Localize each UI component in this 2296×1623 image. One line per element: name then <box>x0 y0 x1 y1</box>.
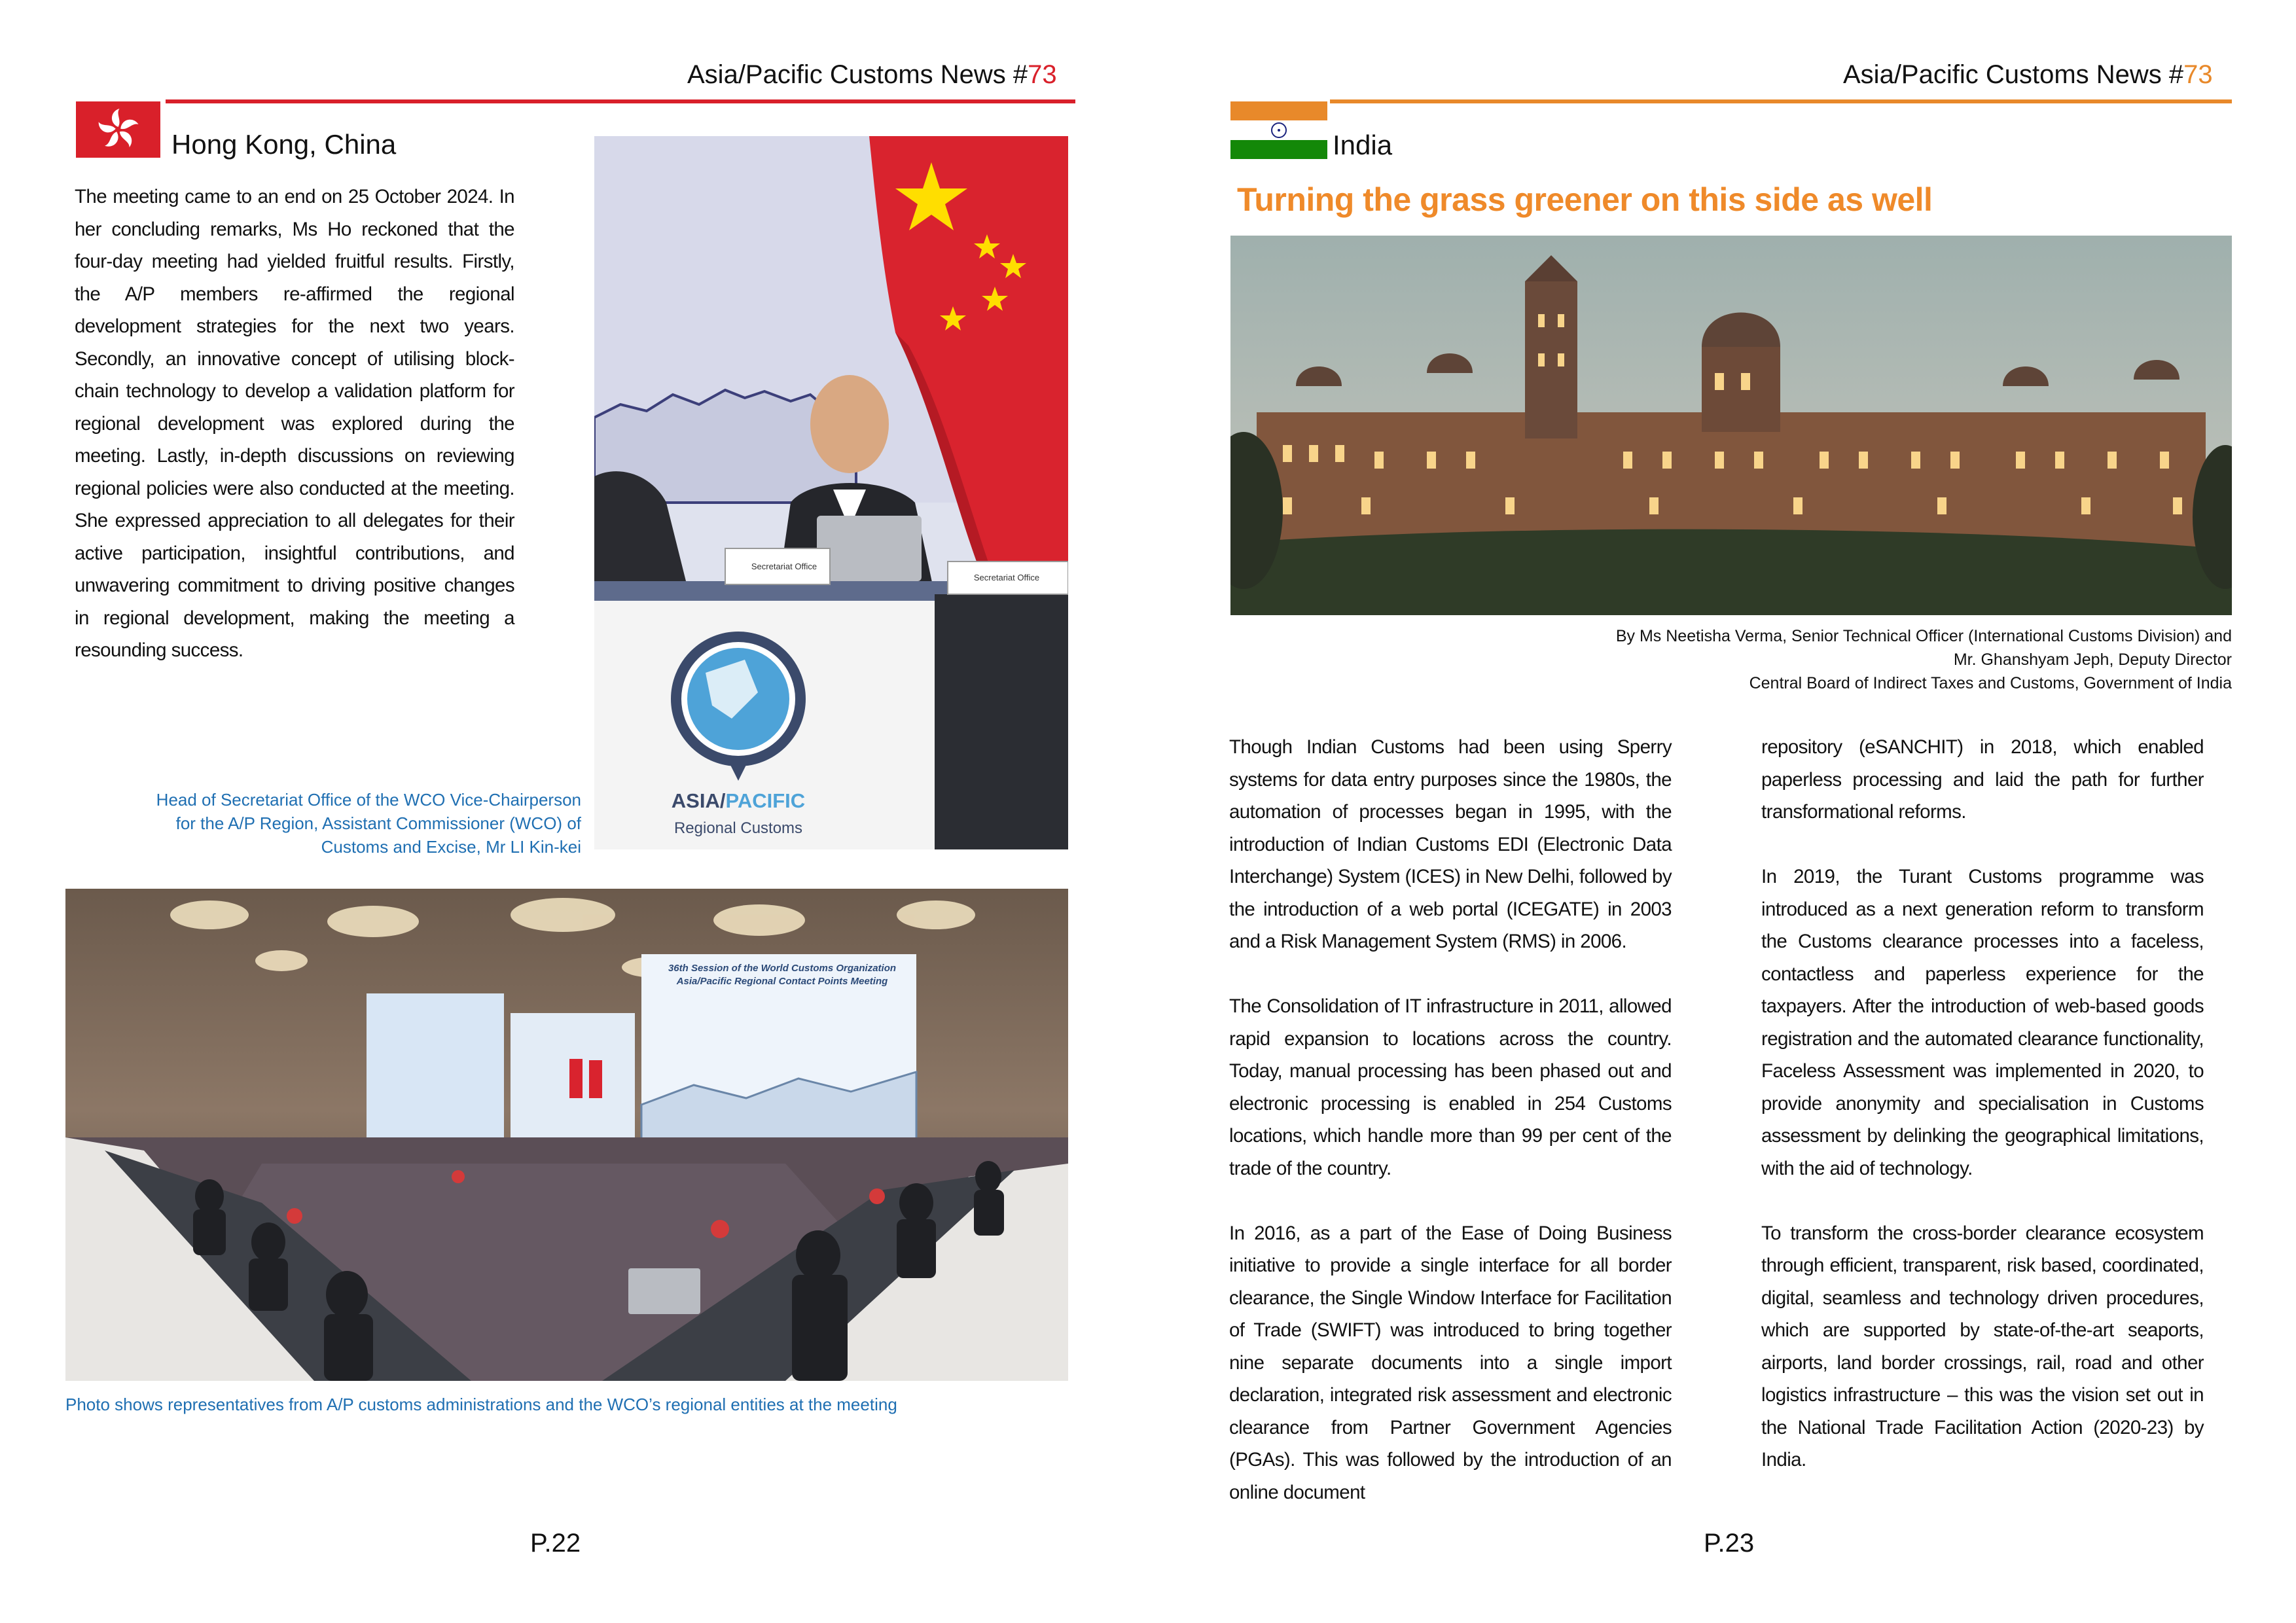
banner-asia: ASIA/ <box>671 789 726 812</box>
caption-line: Head of Secretariat Office of the WCO Vice-Chairperson <box>156 790 581 810</box>
body-paragraph: repository (eSANCHIT) in 2018, which enabled paperless processing and laid the path for further transformational reforms. <box>1761 736 2204 823</box>
body-paragraph: Though Indian Customs had been using Sperry systems for data entry purposes since the 1980s, the automation of processes began in 1995, with the introduction of Indian Customs EDI (Electronic Data Interchange) System (ICES) in New Delhi, followed by the introduction of a web portal (ICEGATE) in 2003 and a Risk Management System (RMS) in 2006. <box>1229 736 1672 952</box>
nameplate-right: Secretariat Office <box>973 573 1040 582</box>
nameplate-left: Secretariat Office <box>751 562 817 571</box>
byline-line: Central Board of Indirect Taxes and Customs, Government of India <box>1749 674 2232 692</box>
caption-line: for the A/P Region, Assistant Commissioner (WCO) of <box>175 813 581 833</box>
body-paragraph: The Consolidation of IT infrastructure in 2011, allowed rapid expansion to locations across the country. Today, manual processing has been phased out and electronic processing is enabled in 254 Customs locations, which handle more than 99 per cent of the trade of the country. <box>1229 995 1672 1179</box>
banner-regional-customs: Regional Customs <box>673 819 803 837</box>
header-rule-red <box>166 99 1075 103</box>
body-paragraph: To transform the cross-border clearance ecosystem through efficient, transparent, risk based, coordinated, digital, seamless and technology driven procedures, which are supported by state-of-the-art seaports, airports, land border crossings, rail, road and other logistics infrastructure – this was the vision set out in the National Trade Facilitation Action (2020-23) by India. <box>1761 1222 2204 1471</box>
india-column-2 <box>1761 731 2204 1476</box>
banner-asia-pacific <box>666 789 810 813</box>
magazine-title-text: Asia/Pacific Customs News # <box>687 60 1028 89</box>
caption-line: Customs and Excise, Mr LI Kin-kei <box>321 837 581 857</box>
article-byline <box>1322 624 2232 695</box>
magazine-title-left <box>687 60 1057 90</box>
photo-palace <box>1230 236 2232 615</box>
magazine-title-right <box>1843 60 2213 90</box>
screen-line: Asia/Pacific Regional Contact Points Meeting <box>676 976 888 987</box>
caption-photo-1 <box>111 788 581 859</box>
hong-kong-body-text <box>75 181 514 667</box>
body-paragraph: In 2016, as a part of the Ease of Doing Business initiative to provide a single interface for all border clearance, the Single Window Interface for Facilitation of Trade (SWIFT) was introduced to bring together nine separate documents into a single import declaration, integrated risk assessment and electronic clearance from Partner Government Agencies (PGAs). This was followed by the introduction of an online document <box>1229 1222 1672 1503</box>
india-flag-icon <box>1230 101 1327 159</box>
issue-number: 73 <box>2183 60 2213 89</box>
magazine-title-text: Asia/Pacific Customs News # <box>1843 60 2184 89</box>
body-paragraph: In 2019, the Turant Customs programme was introduced as a next generation reform to transform the Customs clearance processes into a faceless, contactless and paperless experience for the taxpayers. After the introduction of web-based goods registration and the automated clearance functionality, Faceless Assessment was implemented in 2020, to provide anonymity and specialisation in Customs assessment by delinking the geographical limitations, with the aid of technology. <box>1761 866 2204 1179</box>
india-column-1 <box>1229 731 1672 1508</box>
screen-text <box>655 962 910 988</box>
header-rule-orange <box>1330 99 2232 103</box>
issue-number: 73 <box>1028 60 1057 89</box>
article-headline: Turning the grass greener on this side as well <box>1237 181 1933 218</box>
byline-line: Mr. Ghanshyam Jeph, Deputy Director <box>1953 651 2232 669</box>
page-number-right: P.23 <box>1704 1529 1755 1558</box>
caption-photo-2: Photo shows representatives from A/P customs administrations and the WCO’s regional entities at the meeting <box>65 1395 897 1414</box>
photo-meeting-hall <box>65 889 1068 1381</box>
screen-line: 36th Session of the World Customs Organization <box>668 963 897 974</box>
section-title-hong-kong: Hong Kong, China <box>171 129 397 160</box>
banner-pacific: PACIFIC <box>725 789 806 812</box>
body-paragraph: The meeting came to an end on 25 October 2024. In her concluding remarks, Ms Ho reckoned that the four-day meeting had yielded fruitful results. Firstly, the A/P members re-affirmed the regional development strategies for the next two years. Secondly, an innovative concept of utilising block-chain technology to develop a validation platform for regional development was explored during the meeting. Lastly, in-depth discussions on reviewing regional policies were also conducted at the meeting. She expressed appreciation to all delegates for their active participation, insightful contributions, and unwavering commitment to driving positive changes in regional development, making the meeting a resounding success. <box>75 186 514 661</box>
byline-line: By Ms Neetisha Verma, Senior Technical Officer (International Customs Division) and <box>1615 627 2232 645</box>
page-number-left: P.22 <box>530 1529 581 1558</box>
section-title-india: India <box>1333 130 1393 160</box>
hong-kong-flag-icon <box>76 101 160 158</box>
photo-secretariat-head <box>594 136 1068 849</box>
